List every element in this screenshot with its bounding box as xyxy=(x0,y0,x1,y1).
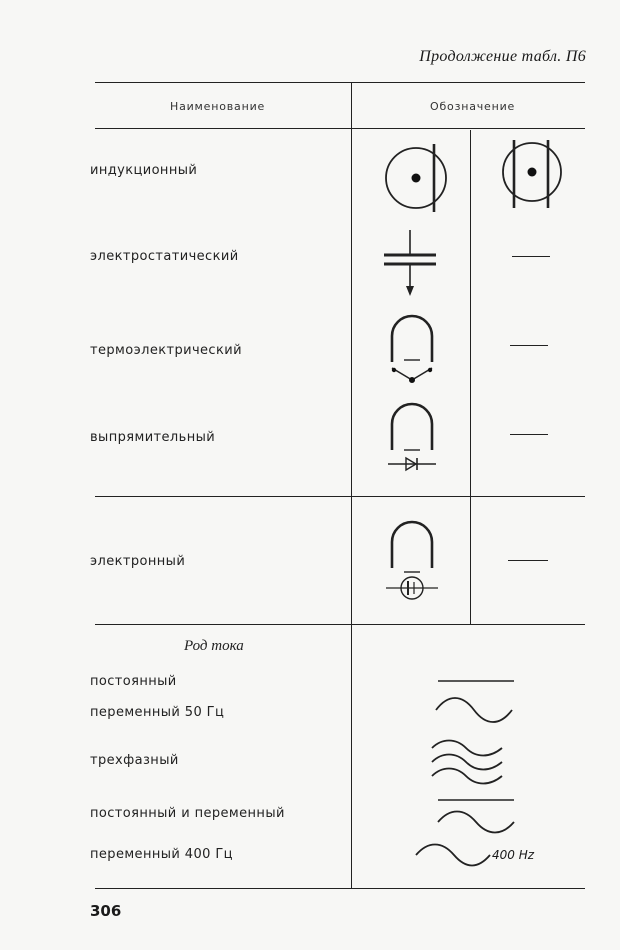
section-title-current-type: Род тока xyxy=(184,638,244,654)
thermoelectric-alt-dash xyxy=(510,345,548,346)
rectifier-symbol-icon xyxy=(384,398,444,474)
row-label-electronic: электронный xyxy=(90,554,186,569)
table-top-rule xyxy=(95,82,585,83)
header-name-column: Наименование xyxy=(170,100,266,113)
current-label-dc: постоянный xyxy=(90,674,177,689)
current-label-ac400: переменный 400 Гц xyxy=(90,847,233,862)
section-divider-rule xyxy=(95,624,585,625)
rectifier-alt-dash xyxy=(510,434,548,435)
table-bottom-rule xyxy=(95,888,585,889)
dc-ac-icon xyxy=(434,794,518,836)
row-label-induction: индукционный xyxy=(90,163,198,178)
column-divider xyxy=(351,82,352,888)
thermoelectric-symbol-icon xyxy=(384,310,440,386)
electronic-alt-dash xyxy=(508,560,548,561)
ac-wave-icon xyxy=(432,696,516,724)
current-label-three-phase: трехфазный xyxy=(90,753,179,768)
electronic-symbol-icon xyxy=(384,516,440,608)
dc-line-icon xyxy=(436,676,518,686)
table-continuation-title: Продолжение табл. П6 xyxy=(419,48,586,65)
current-label-ac50: переменный 50 Гц xyxy=(90,705,225,720)
three-phase-waves-icon xyxy=(428,738,508,786)
induction-alt-symbol-icon xyxy=(496,138,572,214)
ac-400hz-icon xyxy=(412,842,492,868)
page-number: 306 xyxy=(90,902,122,920)
electrostatic-alt-dash xyxy=(512,256,550,257)
group-divider-rule xyxy=(95,496,585,497)
header-bottom-rule xyxy=(95,128,585,129)
induction-symbol-icon xyxy=(378,140,458,215)
row-label-electrostatic: электростатический xyxy=(90,249,239,264)
current-label-dc-ac: постоянный и переменный xyxy=(90,806,285,821)
row-label-rectifier: выпрямительный xyxy=(90,430,216,445)
electrostatic-symbol-icon xyxy=(380,228,440,300)
ac-400hz-annotation: 400 Hz xyxy=(492,848,535,862)
header-symbol-column: Обозначение xyxy=(430,100,516,113)
row-label-thermoelectric: термоэлектрический xyxy=(90,343,242,358)
subcolumn-divider xyxy=(470,130,471,624)
